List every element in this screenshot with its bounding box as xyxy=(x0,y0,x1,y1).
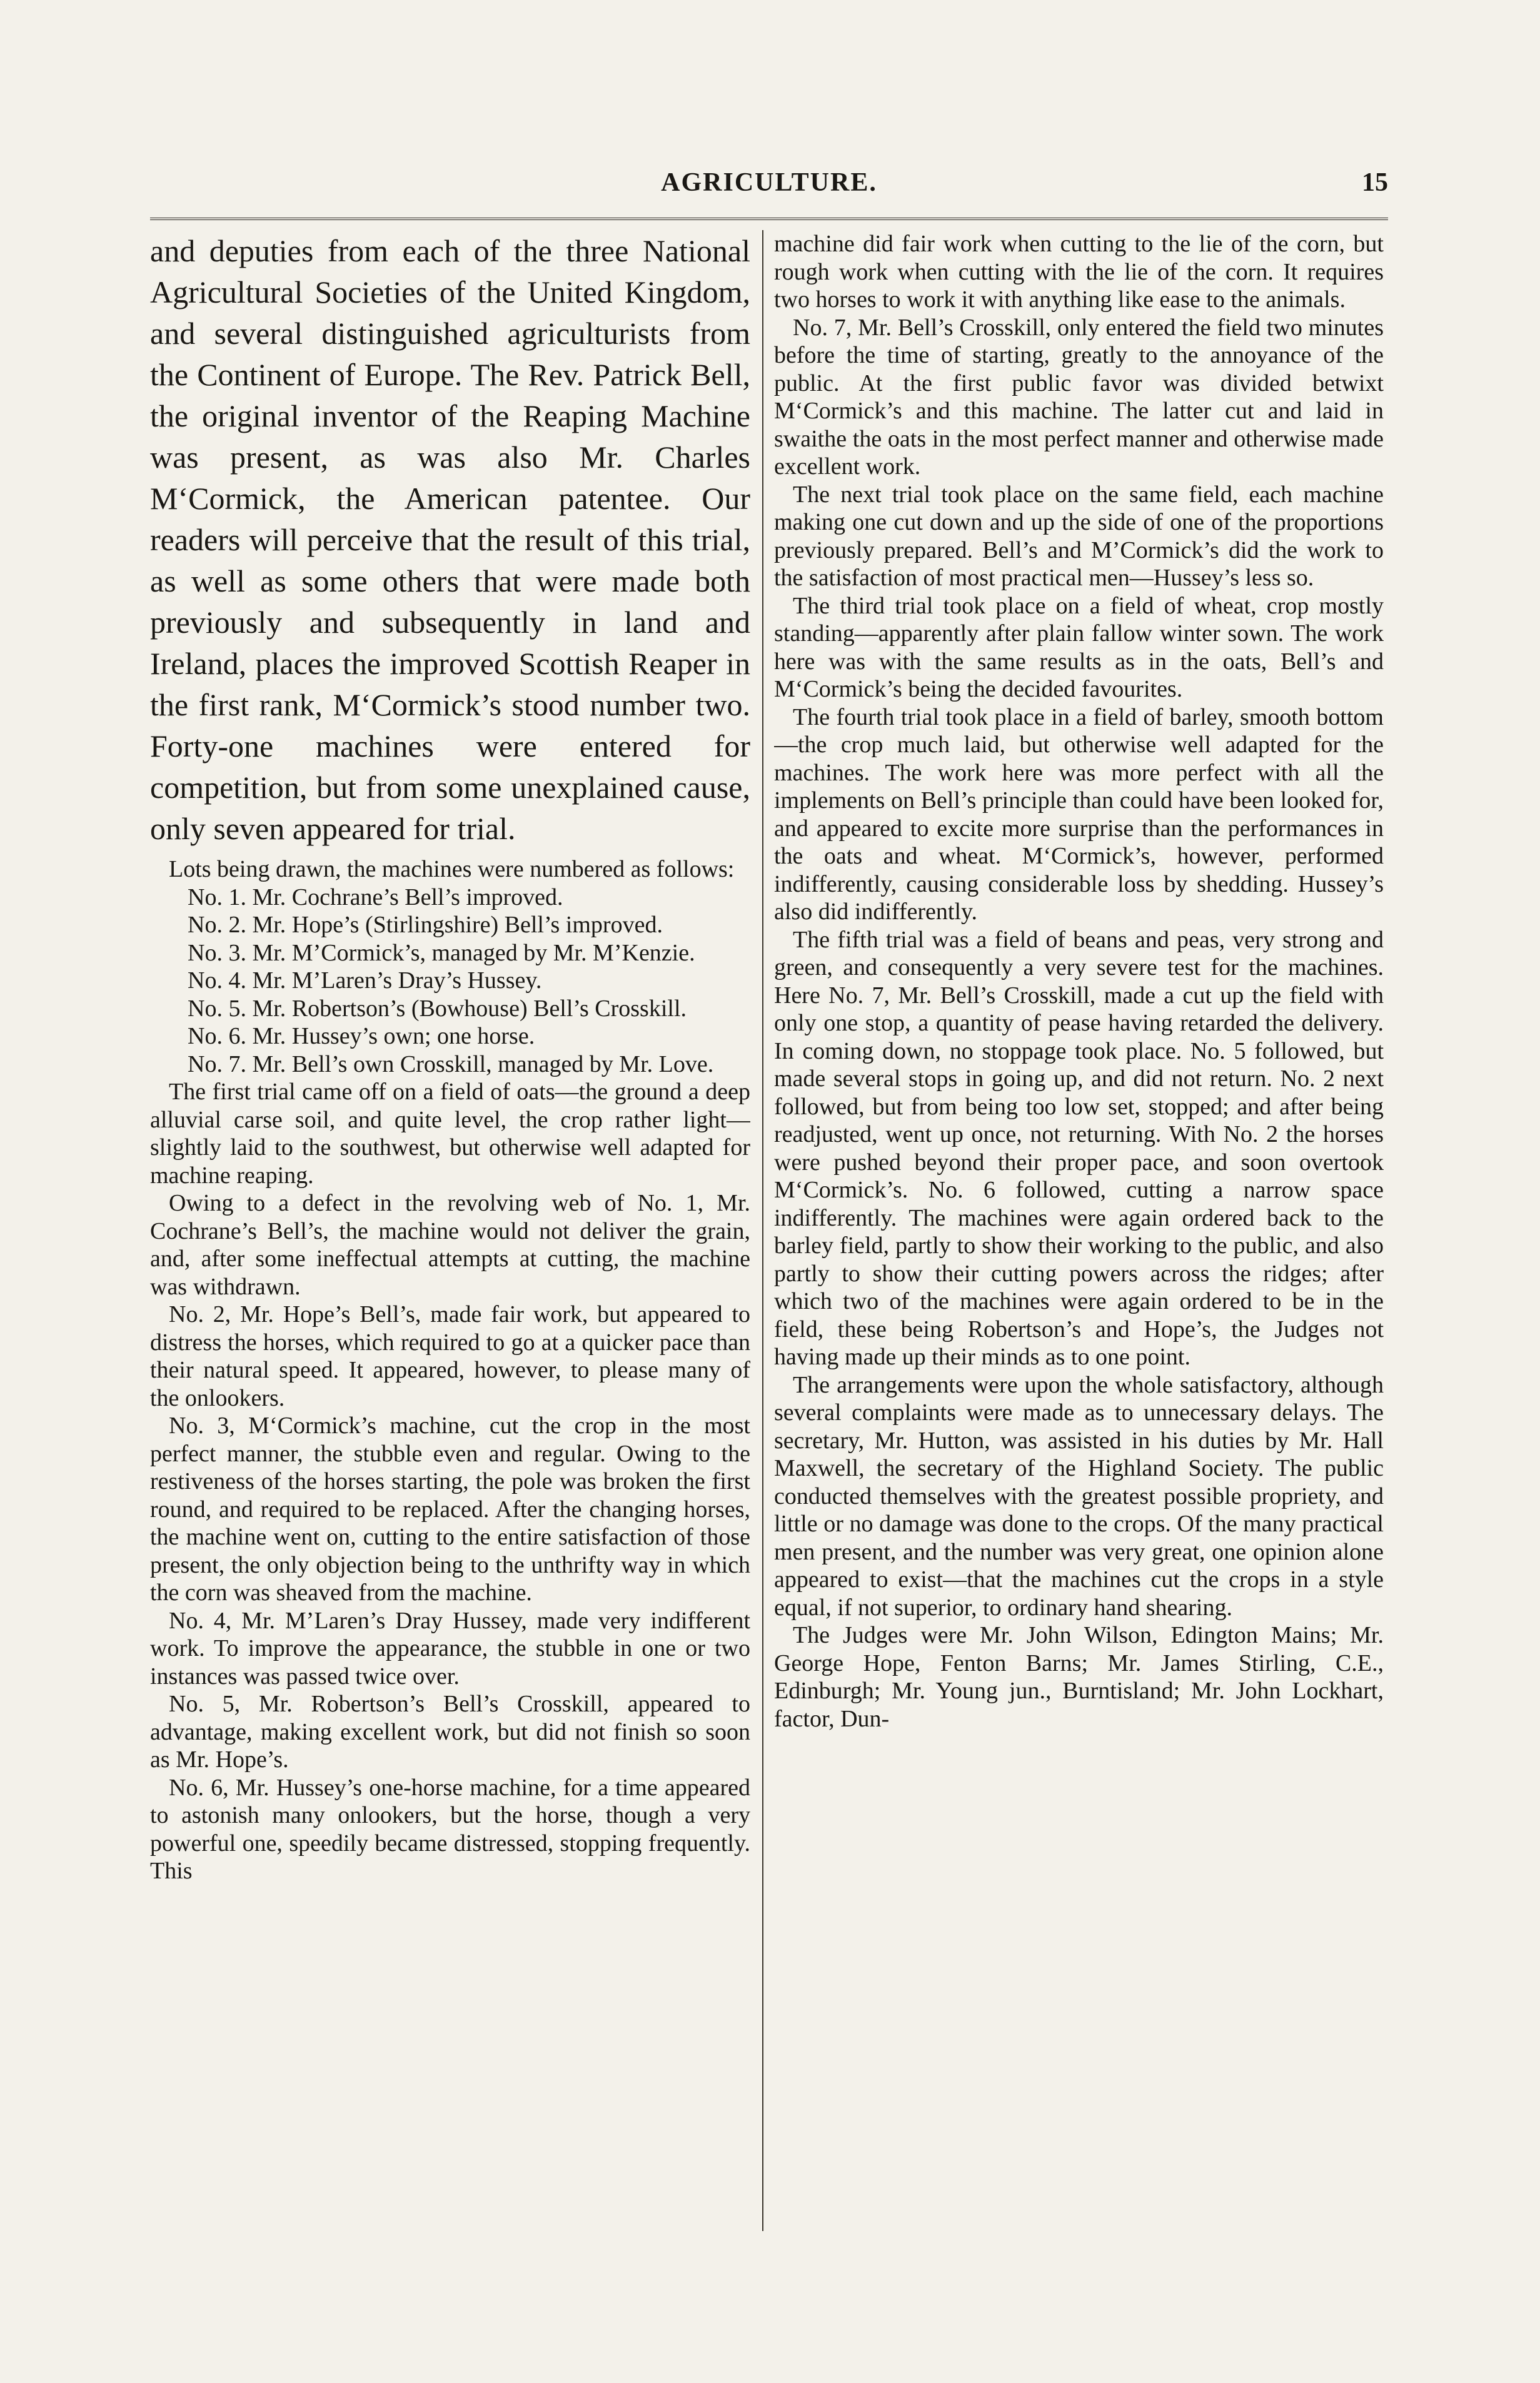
entry-1: No. 1. Mr. Cochrane’s Bell’s improved. xyxy=(188,884,563,910)
page-number: 15 xyxy=(1362,168,1388,197)
intro-section xyxy=(150,230,750,849)
entry-3: No. 3. Mr. M’Cormick’s, managed by Mr. M’Kenzie. xyxy=(188,939,695,966)
paragraph-no3: No. 3, M‘Cormick’s machine, cut the crop in the most perfect manner, the stubble even and regular. Owing to the restiveness of the horses starting, the pole was broken the first round, and required to be replaced. After the changing horses, the machine went on, cutting to the entire satisfaction of those present, the only objection being to the unthrifty way in which the corn was sheaved from the machine. xyxy=(150,1413,750,1606)
right-column xyxy=(774,230,1384,2244)
header-rule xyxy=(150,218,1388,220)
paragraph-second-trial: The next trial took place on the same field, each machine making one cut down and up the side of one of the proportions previously prepared. Bell’s and M’Cormick’s did the work to the satisfaction of most practical men—Hussey’s less so. xyxy=(774,481,1384,591)
column-divider xyxy=(762,230,763,2231)
left-column xyxy=(150,230,750,2244)
entry-2: No. 2. Mr. Hope’s (Stirlingshire) Bell’s improved. xyxy=(188,912,663,938)
paragraph-no6: No. 6, Mr. Hussey’s one-horse machine, for a time appeared to astonish many onlookers, but the horse, though a very powerful one, speedily became distressed, stopping frequently. This xyxy=(150,1774,750,1884)
entry-7: No. 7. Mr. Bell’s own Crosskill, managed by Mr. Love. xyxy=(188,1050,714,1077)
entry-4: No. 4. Mr. M’Laren’s Dray’s Hussey. xyxy=(188,967,542,994)
paragraph-no5: No. 5, Mr. Robertson’s Bell’s Crosskill, appeared to advantage, making excellent work, but did not finish so soon as Mr. Hope’s. xyxy=(150,1691,750,1773)
paragraph-fifth-trial: The fifth trial was a field of beans and peas, very strong and green, and consequently a very severe test for the machines. Here No. 7, Mr. Bell’s Crosskill, made a cut up the field with only one stop, a quantity of pease having retarded the delivery. In coming down, no stoppage took place. No. 5 followed, but made several stops in going up, and did not return. No. 2 next followed, but from being too low set, stopped; and after being readjusted, went up once, not returning. With No. 2 the horses were pushed beyond their proper pace, and soon overtook M‘Cormick’s. No. 6 followed, cutting a narrow space indifferently. The machines were again ordered back to the barley field, partly to show their working to the public, and also partly to show their cutting powers across the ridges; after which two of the machines were again ordered to be in the field, these being Robertson’s and Hope’s, the Judges not having made up their minds as to one point. xyxy=(774,926,1384,1370)
entry-6: No. 6. Mr. Hussey’s own; one horse. xyxy=(188,1023,535,1049)
paragraph-arrangements: The arrangements were upon the whole satisfactory, although several complaints were made as to unnecessary delays. The secretary, Mr. Hutton, was assisted in his duties by Mr. Hall Maxwell, the secretary of the Highland Society. The public conducted themselves with the greatest possible propriety, and little or no damage was done to the crops. Of the many practical men present, and the number was very great, one opinion alone appeared to exist—that the machines cut the crops in a style equal, if not superior, to ordinary hand shearing. xyxy=(774,1371,1384,1621)
paragraph-judges: The Judges were Mr. John Wilson, Edington Mains; Mr. George Hope, Fenton Barns; Mr. James Stirling, C.E., Edinburgh; Mr. Young jun., Burntisland; Mr. John Lockhart, factor, Dun- xyxy=(774,1622,1384,1732)
paragraph-continuation: machine did fair work when cutting to the lie of the corn, but rough work when cutting with the lie of the corn. It requires two horses to work it with anything like ease to the animals. xyxy=(774,231,1384,313)
running-title: AGRICULTURE. xyxy=(661,168,877,197)
paragraph-no2: No. 2, Mr. Hope’s Bell’s, made fair work, but appeared to distress the horses, which required to go at a quicker pace than their natural speed. It appeared, however, to please many of the onlookers. xyxy=(150,1301,750,1411)
paragraph-no4: No. 4, Mr. M’Laren’s Dray Hussey, made very indifferent work. To improve the appearance, the stubble in one or two instances was passed twice over. xyxy=(150,1607,750,1690)
paragraph-no7: No. 7, Mr. Bell’s Crosskill, only entered the field two minutes before the time of starting, greatly to the annoyance of the public. At the first public favor was divided betwixt M‘Cormick’s and this machine. The latter cut and laid in swaithe the oats in the most perfect manner and otherwise made excellent work. xyxy=(774,314,1384,480)
intro-paragraph: and deputies from each of the three National Agricultural Societies of the United Kingdom, and several distinguished agriculturists from the Continent of Europe. The Rev. Patrick Bell, the original inventor of the Reaping Machine was present, as was also Mr. Charles M‘Cormick, the American patentee. Our readers will perceive that the result of this trial, as well as some others that were made both previously and subsequently in land and Ireland, places the improved Scottish Reaper in the first rank, M‘Cormick’s stood number two. Forty-one machines were entered for competition, but from some unexplained cause, only seven appeared for trial. xyxy=(150,233,750,846)
entry-5: No. 5. Mr. Robertson’s (Bowhouse) Bell’s Crosskill. xyxy=(188,995,687,1022)
paragraph-third-trial: The third trial took place on a field of wheat, crop mostly standing—apparently after plain fallow winter sown. The work here was with the same results as in the oats, Bell’s and M‘Cormick’s being the decided favourites. xyxy=(774,592,1384,702)
page-header xyxy=(150,168,1388,205)
left-body xyxy=(150,855,750,1885)
lots-paragraph: Lots being drawn, the machines were numbered as follows: xyxy=(169,856,735,882)
paragraph-no1: Owing to a defect in the revolving web of No. 1, Mr. Cochrane’s Bell’s, the machine would not deliver the grain, and, after some ineffectual attempts at cutting, the machine was withdrawn. xyxy=(150,1190,750,1300)
paragraph-fourth-trial: The fourth trial took place in a field of barley, smooth bottom—the crop much laid, but otherwise well adapted for the machines. The work here was more perfect with all the implements on Bell’s principle than could have been looked for, and appeared to excite more surprise than the performances in the oats and wheat. M‘Cormick’s, however, performed indifferently, causing considerable loss by shedding. Hussey’s also did indifferently. xyxy=(774,703,1384,925)
paragraph-first-trial: The first trial came off on a field of oats—the ground a deep alluvial carse soil, and quite level, the crop rather light—slightly laid to the southwest, but otherwise well adapted for machine reaping. xyxy=(150,1079,750,1189)
